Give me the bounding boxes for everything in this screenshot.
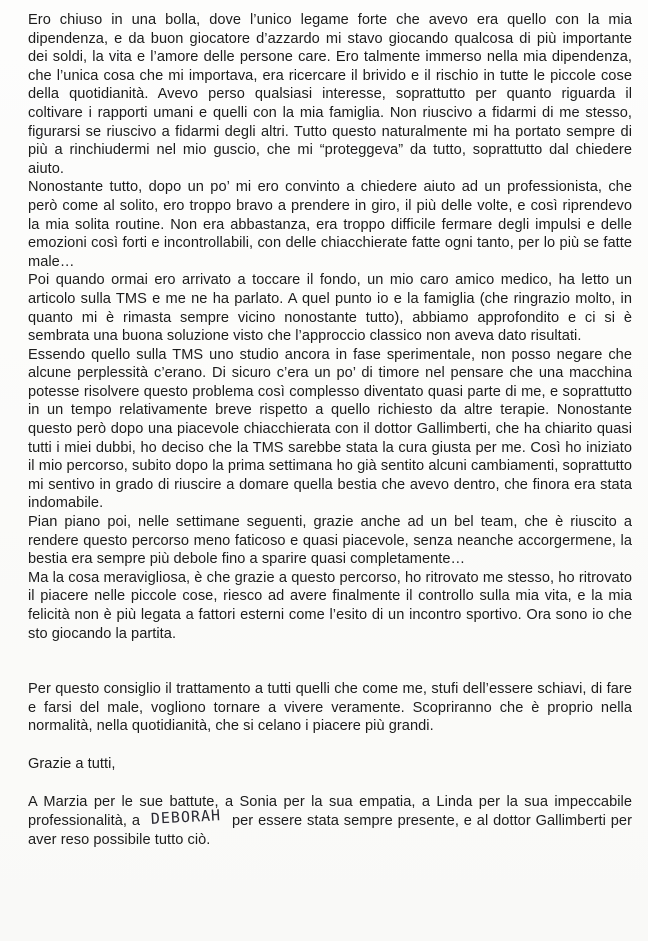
thanks-line: Grazie a tutti, <box>28 755 116 772</box>
spacer <box>28 643 632 680</box>
acknowledgements <box>28 793 632 850</box>
paragraph-1: Ero chiuso in una bolla, dove l’unico legame forte che avevo era quello con la mia dipendenza, e da buon giocatore d’azzardo mi stavo giocando qualcosa di più importante dei soldi, la vita e l’amore delle persone care. Ero talmente immerso nella mia dipendenza, che l’unica cosa che mi importava, era ricercare il brivido e il rischio in tutte le piccole cose della quotidianità. Avevo perso qualsiasi interesse, soprattutto per quanto riguarda il coltivare i rapporti umani e quelli con la mia famiglia. Non riuscivo a fidarmi di me stesso, figurarsi se riuscivo a fidarmi degli altri. Tutto questo naturalmente mi ha portato sempre di più a rinchiudermi nel mio guscio, che mi “proteggeva” da tutto, soprattutto dal chiedere aiuto. <box>28 12 632 177</box>
paragraph-2: Nonostante tutto, dopo un po’ mi ero convinto a chiedere aiuto ad un professionista, che però come al solito, ero troppo bravo a prendere in giro, il più delle volte, e così riprendevo la mia solita routine. Non era abbastanza, era troppo difficile fermare degli impulsi e delle emozioni così forti e incontrollabili, con delle chiacchierate fatte ogni tanto, per lo più se fatte male… <box>28 179 632 270</box>
handwritten-name: DEBORAH <box>150 806 222 828</box>
letter-body <box>28 11 632 849</box>
paragraph-4: Essendo quello sulla TMS uno studio ancora in fase sperimentale, non posso negare che alcune perplessità c’erano. Di sicuro c’era un po’ di timore nel pensare che una macchina potesse risolvere questo problema così complesso diventato quasi parte di me, e soprattutto in un tempo relativamente breve rispetto a quello richiesto da altre terapie. Nonostante questo però dopo una piacevole chiacchierata con il dottor Gallimberti, che ha chiarito quasi tutti i miei dubbi, ho deciso che la TMS sarebbe stata la cura giusta per me. Così ho iniziato il mio percorso, subito dopo la prima settimana ho già sentito alcuni cambiamenti, soprattutto mi sentivo in grado di riuscire a domare quella bestia che avevo dentro, che finora era stata indomabile. <box>28 346 632 512</box>
spacer <box>28 736 632 755</box>
paragraph-5: Pian piano poi, nelle settimane seguenti, grazie anche ad un bel team, che è riuscito a rendere questo percorso meno faticoso e quasi piacevole, senza neanche accorgermene, la bestia era sempre più debole fino a sparire quasi completamente… <box>28 514 632 568</box>
spacer <box>28 774 632 793</box>
acknowledgement-text-after: per essere stata sempre presente, e al dottor Gallimberti per aver reso possibile tutto ciò. <box>28 813 633 848</box>
paragraph-6: Ma la cosa meravigliosa, è che grazie a questo percorso, ho ritrovato me stesso, ho ritrovato il piacere nelle piccole cose, riesco ad avere finalmente il controllo sulla mia vita, e la mia felicità non è più legata a fattori esterni come l’esito di un incontro sportivo. Ora sono io che sto giocando la partita. <box>28 569 632 642</box>
paragraph-3: Poi quando ormai ero arrivato a toccare il fondo, un mio caro amico medico, ha letto un articolo sulla TMS e me ne ha parlato. A quel punto io e la famiglia (che ringrazio molto, in quanto mi è rimasta sempre vicino nonostante tutto), abbiamo approfondito e ci si è sembrata una buona soluzione visto che l’approccio classico non aveva dato risultati. <box>28 272 632 345</box>
acknowledgement-text-before: A Marzia per le sue battute, a Sonia per la sua empatia, a Linda per la sua impeccabile professionalità, a <box>28 793 632 830</box>
closing-paragraph: Per questo consiglio il trattamento a tutti quelli che come me, stufi dell’essere schiavi, di fare e farsi del male, vogliono tornare a vivere veramente. Scopriranno che è proprio nella normalità, nella quotidianità, che si celano i piacere più grandi. <box>28 681 632 735</box>
